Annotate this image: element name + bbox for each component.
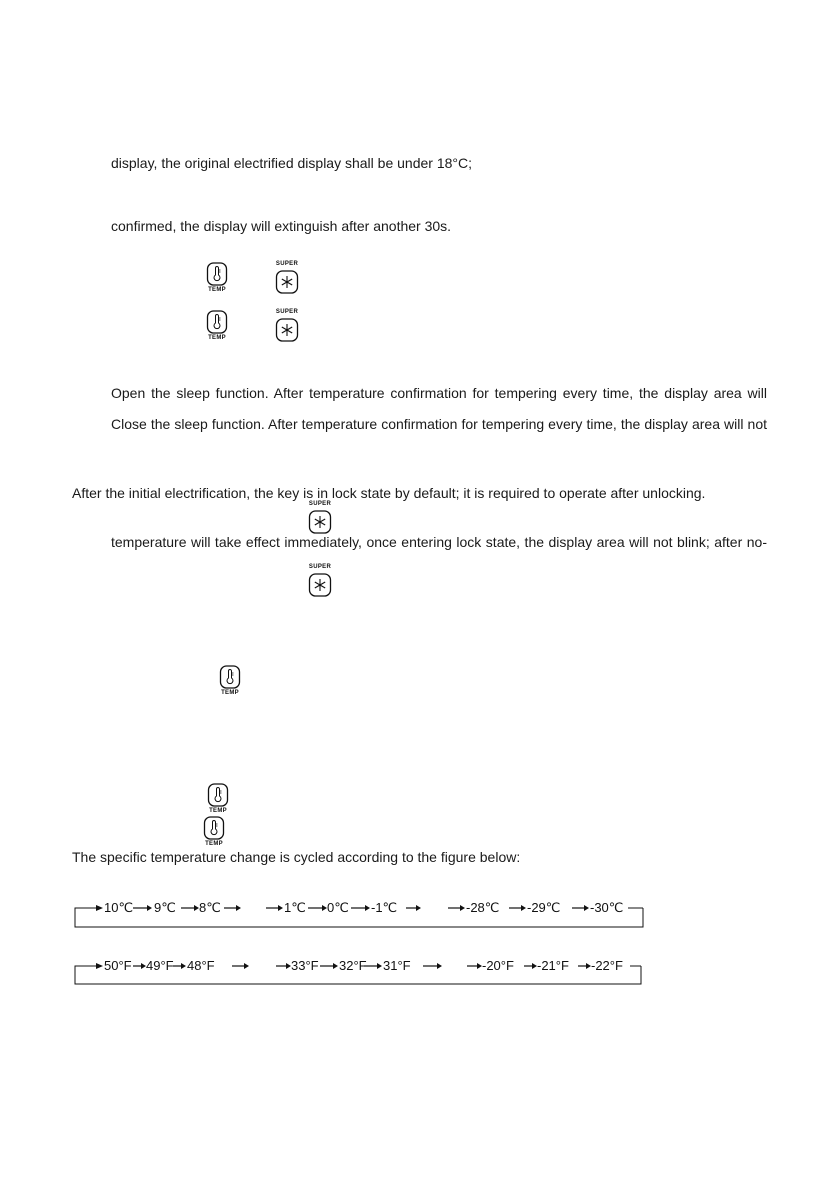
fahrenheit-value: 50°F	[104, 958, 132, 973]
text-line-7: The specific temperature change is cycled according to the figure below:	[72, 849, 521, 865]
celsius-value: -30℃	[590, 900, 624, 915]
text-line-5: After the initial electrification, the key is in lock state by default; it is required to operate after unlocking.	[72, 485, 706, 501]
fahrenheit-value: 31°F	[383, 958, 411, 973]
super-label: SUPER	[275, 309, 299, 315]
super-label: SUPER	[308, 564, 332, 570]
fahrenheit-value: 33°F	[291, 958, 319, 973]
temp-label: TEMP	[209, 808, 227, 814]
text-line-6: temperature will take effect immediately, once entering lock state, the display area will not blink; after no-	[111, 534, 767, 550]
super-label: SUPER	[308, 501, 332, 507]
celsius-value: -29℃	[527, 900, 561, 915]
temp-label: TEMP	[208, 287, 226, 293]
fahrenheit-value: 49°F	[146, 958, 174, 973]
celsius-value: -28℃	[466, 900, 500, 915]
temp-label: TEMP	[221, 690, 239, 696]
celsius-value: 9℃	[154, 900, 176, 915]
text-line-3: Open the sleep function. After temperature confirmation for tempering every time, the display area will	[111, 385, 767, 401]
temp-label: TEMP	[205, 841, 223, 847]
fahrenheit-value: -20°F	[482, 958, 514, 973]
text-line-1: display, the original electrified display shall be under 18°C;	[111, 155, 472, 171]
celsius-value: 1℃	[284, 900, 306, 915]
text-line-2: confirmed, the display will extinguish after another 30s.	[111, 218, 452, 234]
fahrenheit-value: 48°F	[187, 958, 215, 973]
celsius-value: 0℃	[327, 900, 349, 915]
fahrenheit-value: 32°F	[339, 958, 367, 973]
fahrenheit-value: -21°F	[537, 958, 569, 973]
celsius-value: -1℃	[371, 900, 398, 915]
fahrenheit-value: -22°F	[591, 958, 623, 973]
celsius-value: 10℃	[104, 900, 134, 915]
super-label: SUPER	[275, 261, 299, 267]
celsius-value: 8℃	[199, 900, 221, 915]
text-line-4: Close the sleep function. After temperature confirmation for tempering every time, the display area will not	[111, 416, 767, 432]
temp-label: TEMP	[208, 335, 226, 341]
